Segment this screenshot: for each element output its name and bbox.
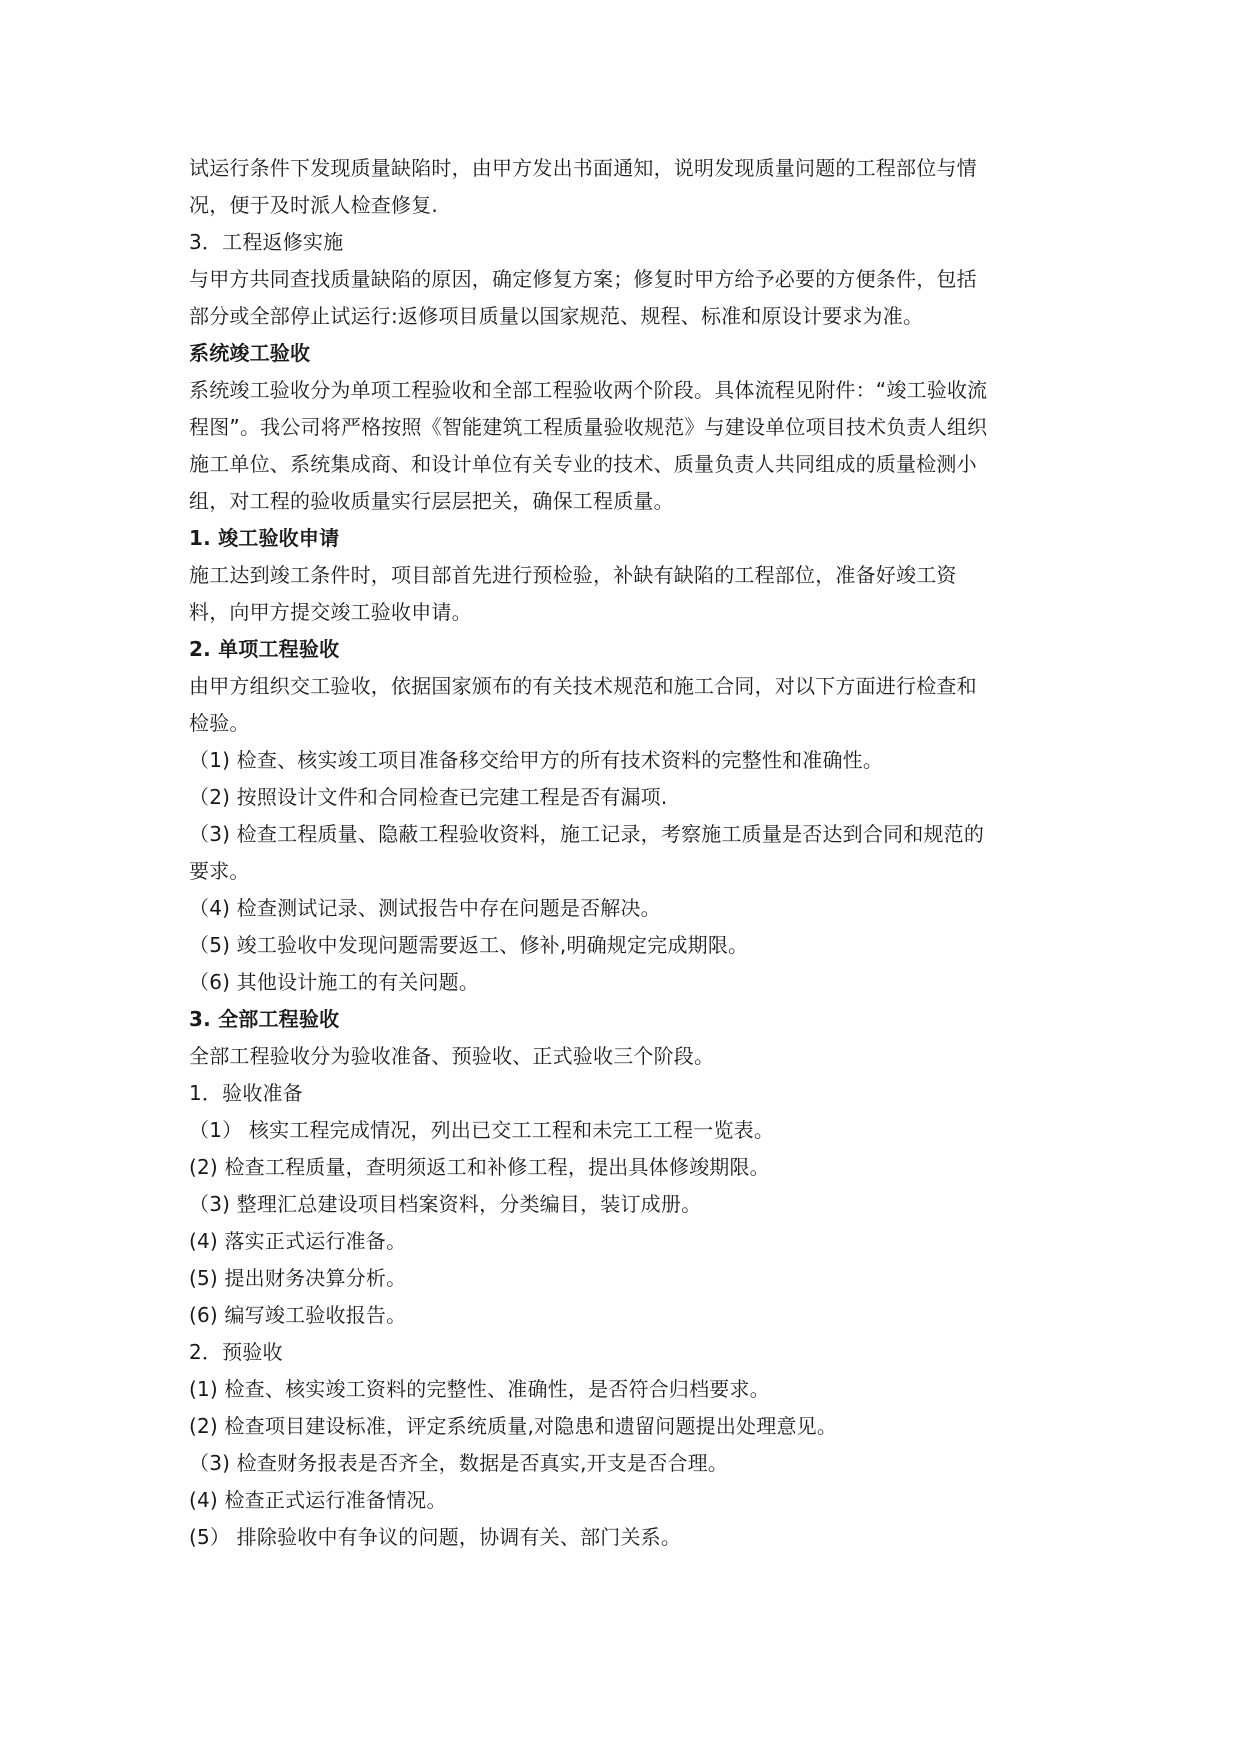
text-line: 由甲方组织交工验收，依据国家颁布的有关技术规范和施工合同，对以下方面进行检查和 <box>189 674 977 698</box>
section-heading: 2. 单项工程验收 <box>189 637 340 661</box>
section-heading: 系统竣工验收 <box>189 341 311 365</box>
text-line: （2) 按照设计文件和合同检查已完建工程是否有漏项. <box>189 785 668 809</box>
text-line: (1) 检查、核实竣工资料的完整性、准确性，是否符合归档要求。 <box>189 1377 770 1401</box>
text-line: 施工达到竣工条件时，项目部首先进行预检验，补缺有缺陷的工程部位，准备好竣工资 <box>189 563 957 587</box>
text-line: 试运行条件下发现质量缺陷时，由甲方发出书面通知，说明发现质量问题的工程部位与情 <box>189 156 977 180</box>
text-line: 料，向甲方提交竣工验收申请。 <box>189 600 472 624</box>
section-heading: 3. 全部工程验收 <box>189 1007 340 1031</box>
text-line: 组，对工程的验收质量实行层层把关，确保工程质量。 <box>189 489 674 513</box>
text-line: 况，便于及时派人检查修复. <box>189 193 438 217</box>
text-line: （1) 检查、核实竣工项目准备移交给甲方的所有技术资料的完整性和准确性。 <box>189 748 884 772</box>
text-line: 程图”。我公司将严格按照《智能建筑工程质量验收规范》与建设单位项目技术负责人组织 <box>189 415 988 439</box>
text-line: (2) 检查项目建设标准，评定系统质量,对隐患和遗留问题提出处理意见。 <box>189 1414 838 1438</box>
text-line: 系统竣工验收分为单项工程验收和全部工程验收两个阶段。具体流程见附件：“竣工验收流 <box>189 378 988 402</box>
text-line: 部分或全部停止试运行:返修项目质量以国家规范、规程、标准和原设计要求为准。 <box>189 304 924 328</box>
document-body <box>189 150 1069 1556</box>
text-line: 1．验收准备 <box>189 1081 303 1105</box>
text-line: (4) 落实正式运行准备。 <box>189 1229 407 1253</box>
text-line: （3) 整理汇总建设项目档案资料，分类编目，装订成册。 <box>189 1192 702 1216</box>
text-line: （3) 检查工程质量、隐蔽工程验收资料，施工记录，考察施工质量是否达到合同和规范的 <box>189 822 985 846</box>
text-line: (6) 编写竣工验收报告。 <box>189 1303 407 1327</box>
text-line: （4) 检查测试记录、测试报告中存在问题是否解决。 <box>189 896 661 920</box>
text-line: 2．预验收 <box>189 1340 283 1364</box>
text-line: 全部工程验收分为验收准备、预验收、正式验收三个阶段。 <box>189 1044 715 1068</box>
text-line: (5） 排除验收中有争议的问题，协调有关、部门关系。 <box>189 1525 682 1549</box>
text-line: （5) 竣工验收中发现问题需要返工、修补,明确规定完成期限。 <box>189 933 749 957</box>
text-line: (4) 检查正式运行准备情况。 <box>189 1488 447 1512</box>
text-line: （6) 其他设计施工的有关问题。 <box>189 970 480 994</box>
text-line: （3) 检查财务报表是否齐全，数据是否真实,开支是否合理。 <box>189 1451 729 1475</box>
text-line: 要求。 <box>189 859 250 883</box>
text-line: (5) 提出财务决算分析。 <box>189 1266 407 1290</box>
text-line: 与甲方共同查找质量缺陷的原因，确定修复方案；修复时甲方给予必要的方便条件，包括 <box>189 267 977 291</box>
text-line: （1） 核实工程完成情况，列出已交工工程和未完工工程一览表。 <box>189 1118 775 1142</box>
text-line: 检验。 <box>189 711 250 735</box>
text-line: 3．工程返修实施 <box>189 230 344 254</box>
text-line: 施工单位、系统集成商、和设计单位有关专业的技术、质量负责人共同组成的质量检测小 <box>189 452 977 476</box>
section-heading: 1. 竣工验收申请 <box>189 526 340 550</box>
text-line: (2) 检查工程质量，查明须返工和补修工程，提出具体修竣期限。 <box>189 1155 770 1179</box>
